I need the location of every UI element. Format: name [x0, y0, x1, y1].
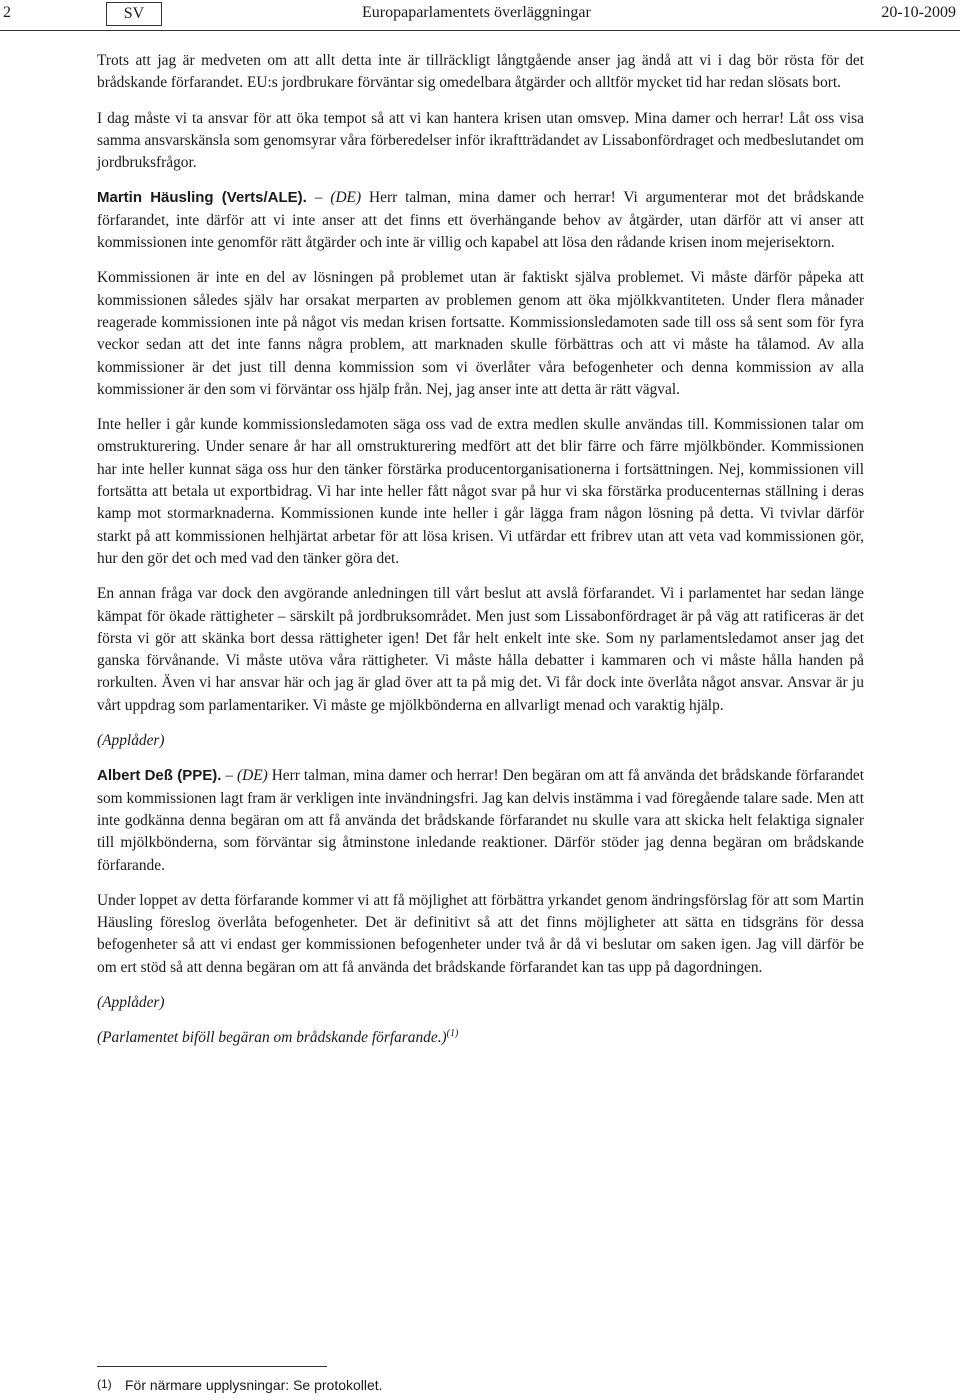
- speech-paragraph: [97, 765, 864, 876]
- paragraph: Trots att jag är medveten om att allt detta inte är tillräckligt långtgående anser jag ändå att vi i dag bör rösta för det brådskande förfarandet. EU:s jordbrukare förväntar sig omedelbara åtgärder och alltför mycket tid har redan slösats bort.: [97, 52, 864, 92]
- language-code: SV: [106, 2, 162, 26]
- dash: –: [221, 767, 237, 785]
- speaker-name: Martin Häusling (Verts/ALE).: [97, 189, 307, 207]
- paragraph: En annan fråga var dock den avgörande anledningen till vårt beslut att avslå förfarandet. Vi i parlamentet har sedan länge kämpat för ökade rättigheter – särskilt på jordbruksområdet. Men just som Lissabonfördraget är på väg att ratificeras är det första vi gör att skänka bort dessa rättigheter igen! Det får helt enkelt inte ske. Som ny parlamentsledamot anser jag det ganska förvånande. Vi måste utöva våra rättigheter. Vi måste hålla debatter i kammaren och vi måste hålla handen på rorkulten. Även vi har ansvar här och jag är glad över att ta på mig det. Vi får dock inte överlåta något ansvar. Ansvar är ju vårt uppdrag som parlamentariker. Vi måste ge mjölkbönderna en allvarligt menad och varaktig hjälp.: [97, 585, 864, 714]
- language-tag: (DE): [330, 189, 362, 207]
- dash: –: [306, 189, 331, 207]
- applause-note: (Applåder): [97, 732, 165, 750]
- applause-note: (Applåder): [97, 993, 165, 1011]
- page-header: [0, 0, 960, 31]
- speech-text: Herr talman, mina damer och herrar! Den begäran om att få använda det brådskande förfarandet som kommissionen lagt fram är verkligen inte invändningsfri. Jag kan delvis instämma i vad föregående talare sade. Men att inte godkänna denna begäran om att få använda det brådskande förfarandet nu skulle vara att skicka helt felaktiga signaler till mjölkbönderna, som förväntar sig åtminstone inledande reaktioner. Därför stöder jag denna begäran om brådskande förfarande.: [97, 767, 864, 874]
- document-body: [97, 50, 864, 1063]
- speech-text: Herr talman, mina damer och herrar! Vi argumenterar mot det brådskande förfarandet, inte därför att vi inte anser att det finns ett överhängande behov av åtgärder, utan därför att vi anser att kommissionen inte genomför rätt åtgärder och inte är villig och kapabel att lösa den rådande krisen inom mejerisektorn.: [97, 189, 864, 252]
- language-tag: (DE): [236, 767, 268, 785]
- footnote-number: (1): [97, 1377, 112, 1391]
- decision-note: [97, 1027, 864, 1049]
- speech-paragraph: [97, 187, 864, 254]
- paragraph: Under loppet av detta förfarande kommer vi att få möjlighet att förbättra yrkandet genom ändringsförslag för att som Martin Häusling föreslog överlåta befogenheter. Det är definitivt så att det finns möjligheter att sätta en tidsgräns för dessa befogenheter så att vi endast ger kommissionen befogenheter under två år då vi beslutar om saken igen. Jag vill därför be om ert stöd så att denna begäran om att få använda det brådskande förfarandet kan tas upp på dagordningen.: [97, 891, 864, 976]
- paragraph: I dag måste vi ta ansvar för att öka tempot så att vi kan hantera krisen utan omsvep. Mina damer och herrar! Låt oss visa samma ansvarskänsla som genomsyrar våra förberedelser inför ikraftträdandet av Lissabonfördraget och medbeslutandet om jordbruksfrågor.: [97, 109, 864, 172]
- footnote-reference[interactable]: (1): [446, 1028, 459, 1040]
- document-date: 20-10-2009: [881, 4, 956, 21]
- footnote-divider: [97, 1366, 327, 1367]
- footnote: [97, 1377, 383, 1393]
- page-number: 2: [3, 4, 11, 21]
- document-title: Europaparlamentets överläggningar: [362, 4, 591, 21]
- speaker-name: Albert Deß (PPE).: [97, 767, 222, 785]
- paragraph: Inte heller i går kunde kommissionsledamoten säga oss vad de extra medlen skulle användas till. Kommissionen talar om omstrukturering. Under senare år har all omstrukturering medfört att det blir färre och färre mjölkbönder. Kommissionen har inte heller kunnat säga oss hur den tänker förstärka producentorganisationerna i fortsättningen. Nej, kommissionen vill fortsätta att betala ut exportbidrag. Vi har inte heller fått något svar på hur vi ska förstärka producenternas ställning i deras kamp mot stormarknaderna. Kommissionen kunde inte heller i går lägga fram någon lösning på detta. Vi tvivlar därför starkt på att kommissionen helhjärtat arbetar för att lösa krisen. Vi utfärdar ett fribrev utan att veta vad kommissionen gör, hur den gör det och med vad den tänker göra det.: [97, 416, 864, 567]
- decision-text: (Parlamentet biföll begäran om brådskande förfarande.): [97, 1029, 447, 1047]
- paragraph: Kommissionen är inte en del av lösningen på problemet utan är faktiskt själva problemet. Vi måste därför påpeka att kommissionen således själv har orsakat merparten av problemen genom att öka mjölkkvantiteten. Under flera månader reagerade kommissionen inte på något vis medan krisen fortsatte. Kommissionsledamoten sade till oss så sent som för fyra veckor sedan att det inte fanns några problem, att marknaden skulle förbättras och att vi måste ha tålamod. Av alla kommissioner är det just till denna kommission som vi överlåter våra befogenheter och denna kommission av alla kommissioner är den som vi förväntar oss hjälp från. Nej, jag anser inte att detta är rätt vägval.: [97, 269, 864, 398]
- footnote-text: För närmare upplysningar: Se protokollet.: [125, 1377, 383, 1393]
